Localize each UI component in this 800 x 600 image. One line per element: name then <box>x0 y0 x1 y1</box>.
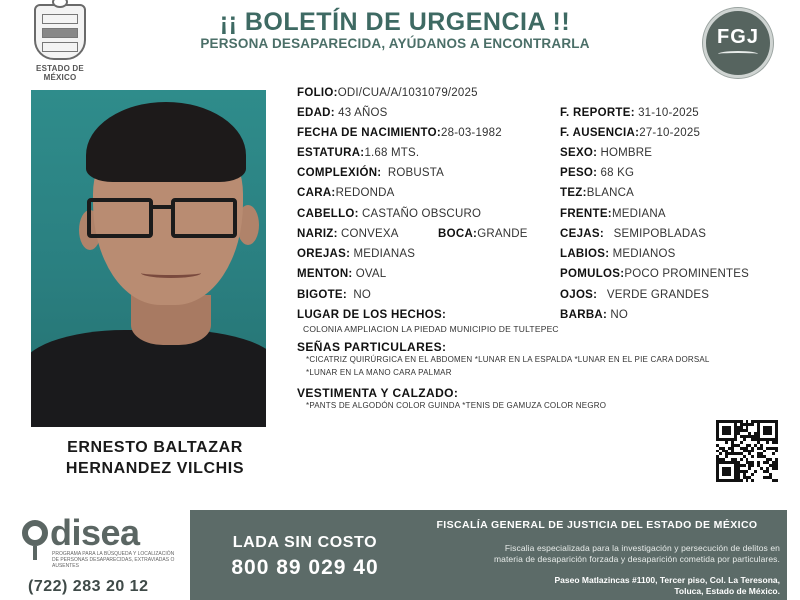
field-cara: CARA:REDONDA <box>297 187 395 199</box>
field-edad: EDAD: 43 AÑOS <box>297 107 388 119</box>
fiscalia-title: FISCALÍA GENERAL DE JUSTICIA DEL ESTADO DE MÉXICO <box>436 519 758 531</box>
field-fecha-nacimiento: FECHA DE NACIMIENTO:28-03-1982 <box>297 127 502 139</box>
field-tez: TEZ:BLANCA <box>560 187 634 199</box>
map-pin-icon <box>22 520 48 546</box>
field-bigote: BIGOTE: NO <box>297 289 372 301</box>
fgj-logo <box>703 8 773 78</box>
senas-title: SEÑAS PARTICULARES: <box>297 340 447 354</box>
field-lugar-hechos-label: LUGAR DE LOS HECHOS: <box>297 309 447 321</box>
person-name-line2: HERNANDEZ VILCHIS <box>65 460 245 477</box>
odisea-name: disea <box>50 512 140 553</box>
senas-line2: *LUNAR EN LA MANO CARA PALMAR <box>306 368 452 377</box>
vestimenta-line1: *PANTS DE ALGODÓN COLOR GUINDA *TENIS DE GAMUZA COLOR NEGRO <box>306 401 607 410</box>
field-nariz: NARIZ: CONVEXA <box>297 228 399 240</box>
fgj-logo-text: FGJ <box>717 25 759 48</box>
field-ojos: OJOS: VERDE GRANDES <box>560 289 710 301</box>
field-complexion: COMPLEXIÓN: ROBUSTA <box>297 167 444 179</box>
toll-free-number: 800 89 029 40 <box>231 556 379 579</box>
coat-of-arms-icon <box>34 4 86 60</box>
person-name-line1: ERNESTO BALTAZAR <box>67 439 243 456</box>
odisea-phone: (722) 283 20 12 <box>28 578 149 595</box>
fiscalia-desc-line2: materia de desaparición forzada y desaparición cometida por particulares. <box>493 554 780 564</box>
state-logo-caption: ESTADO DE MÉXICO <box>36 64 84 82</box>
field-cejas: CEJAS: SEMIPOBLADAS <box>560 228 707 240</box>
field-labios: LABIOS: MEDIANOS <box>560 248 676 260</box>
field-boca: BOCA:GRANDE <box>438 228 528 240</box>
lugar-hechos-value: COLONIA AMPLIACION LA PIEDAD MUNICIPIO DE TULTEPEC <box>303 324 559 334</box>
bulletin-subtitle: PERSONA DESAPARECIDA, AYÚDANOS A ENCONTRARLA <box>200 36 590 51</box>
missing-person-photo <box>31 90 266 427</box>
field-folio: FOLIO:ODI/CUA/A/1031079/2025 <box>297 87 478 99</box>
odisea-tagline: PROGRAMA PARA LA BÚSQUEDA Y LOCALIZACIÓN DE PERSONAS DESAPARECIDAS, EXTRAVIADAS O AUSENTES <box>52 551 175 569</box>
field-estatura: ESTATURA:1.68 MTS. <box>297 147 420 159</box>
qr-code[interactable] <box>716 420 778 482</box>
bulletin-header <box>160 8 630 52</box>
address-line2: Toluca, Estado de México. <box>674 586 780 596</box>
field-sexo: SEXO: HOMBRE <box>560 147 653 159</box>
estado-de-mexico-logo <box>20 4 100 82</box>
field-barba: BARBA: NO <box>560 309 629 321</box>
field-orejas: OREJAS: MEDIANAS <box>297 248 416 260</box>
bulletin-title: ¡¡ BOLETÍN DE URGENCIA !! <box>219 8 571 36</box>
field-menton: MENTON: OVAL <box>297 268 387 280</box>
field-f-reporte: F. REPORTE: 31-10-2025 <box>560 107 699 119</box>
person-name <box>40 437 270 479</box>
field-cabello: CABELLO: CASTAÑO OBSCURO <box>297 208 482 220</box>
field-frente: FRENTE:MEDIANA <box>560 208 666 220</box>
wings-icon <box>718 51 758 57</box>
toll-free-block <box>200 532 410 582</box>
fiscalia-desc-line1: Fiscalia especializada para la investigación y persecución de delitos en <box>504 543 780 553</box>
vestimenta-title: VESTIMENTA Y CALZADO: <box>297 386 459 400</box>
field-peso: PESO: 68 KG <box>560 167 635 179</box>
address-line1: Paseo Matlazincas #1100, Tercer piso, Col. La Teresona, <box>554 575 780 585</box>
field-pomulos: POMULOS:POCO PROMINENTES <box>560 268 749 280</box>
field-f-ausencia: F. AUSENCIA:27-10-2025 <box>560 127 701 139</box>
fiscalia-block <box>414 518 780 597</box>
toll-free-label: LADA SIN COSTO <box>232 534 378 551</box>
senas-line1: *CICATRIZ QUIRÚRGICA EN EL ABDOMEN *LUNAR EN LA ESPALDA *LUNAR EN EL PIE CARA DORSAL <box>306 355 710 364</box>
